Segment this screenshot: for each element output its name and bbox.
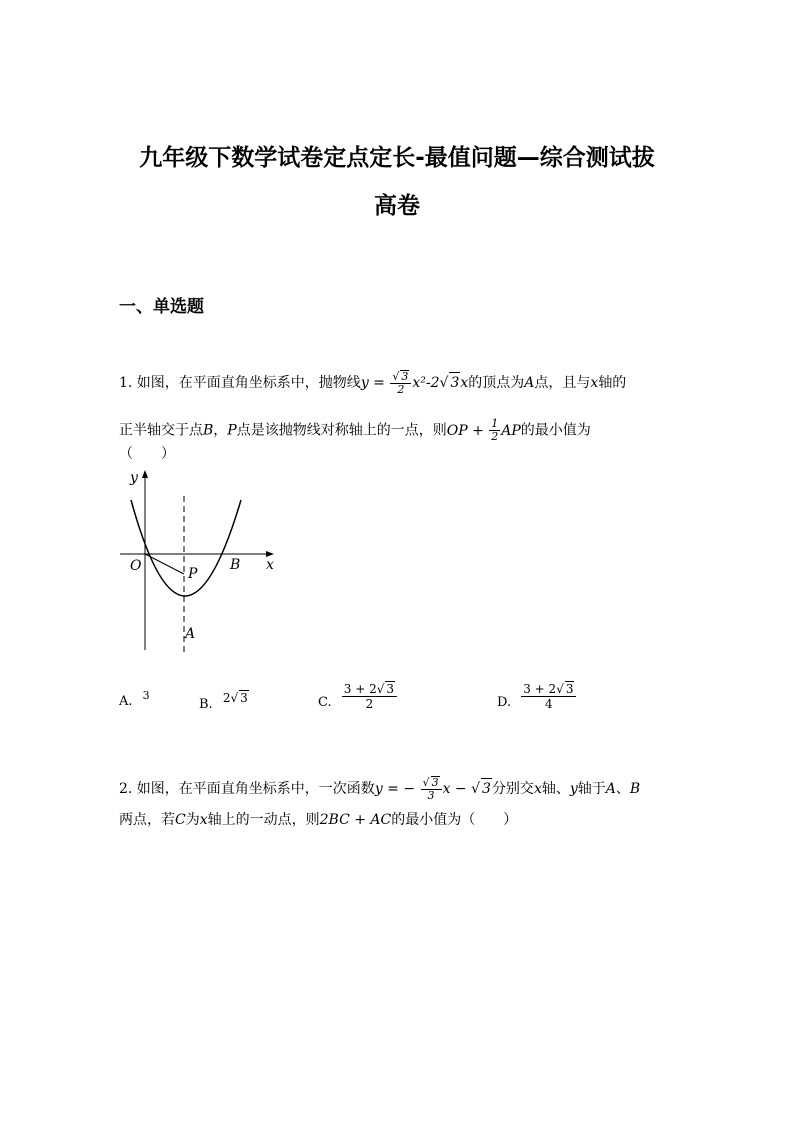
q2-formula: y = − $\frac{√ 3}{3}$ x − √ 3 <box>374 776 491 802</box>
q2-y-var: y <box>569 781 578 797</box>
q1-point-b: B <box>203 422 214 439</box>
label-o: O <box>130 558 142 574</box>
q2-line2-post: 的最小值为（ ） <box>391 812 518 828</box>
q2-line-1 <box>119 776 640 802</box>
q1-point-p: P <box>227 422 237 439</box>
q1-text-mid: 的顶点为 <box>468 375 525 391</box>
q1-answer-paren: （ ） <box>119 446 175 462</box>
option-b-label: B. <box>199 697 213 712</box>
q2-line-2 <box>119 810 517 830</box>
option-b-value: 2√ 3 <box>222 691 248 705</box>
q1-parabola-figure <box>118 462 280 656</box>
label-x: x <box>266 557 274 573</box>
option-c[interactable] <box>318 681 398 711</box>
q2-point-b: B <box>629 781 641 797</box>
q1-line-2 <box>119 418 591 443</box>
q1-point-a: A <box>524 375 535 391</box>
label-p: P <box>188 566 198 582</box>
option-c-value: $\frac{3 + 2√ 3}{2}$ <box>342 681 397 711</box>
q2-text-pre: 2. 如图，在平面直角坐标系中，一次函数 <box>119 781 375 797</box>
document-title <box>100 134 694 230</box>
q1-text-post: 轴的 <box>598 375 627 391</box>
q1-line2-mid: 点是该抛物线对称轴上的一点，则 <box>236 422 447 439</box>
q1-line-1 <box>119 370 626 396</box>
q1-text-mid2: 点，且与 <box>534 375 591 391</box>
q1-expression: OP + $\frac{1}{2}$ AP <box>446 417 521 443</box>
option-d-label: D. <box>497 694 512 710</box>
option-d[interactable] <box>497 681 577 711</box>
parabola-curve <box>131 500 241 596</box>
q2-axis2: 轴于 <box>577 781 606 797</box>
q1-comma: ， <box>213 422 228 439</box>
q1-line2-pre: 正半轴交于点 <box>119 422 203 439</box>
y-axis-arrow-icon <box>142 470 148 478</box>
q2-text-post: 分别交 <box>491 781 534 797</box>
title-line-2: 高卷 <box>374 193 420 219</box>
q1-line2-post: 的最小值为 <box>520 422 591 439</box>
q2-point-c: C <box>175 812 186 828</box>
label-y: y <box>130 470 138 486</box>
q2-axis1: 轴、 <box>541 781 570 797</box>
segment-op <box>145 554 184 574</box>
q2-x-var: x <box>533 781 542 797</box>
title-line-1: 九年级下数学试卷定点定长-最值问题—综合测试拔 <box>139 145 655 171</box>
q1-formula: y = $\frac{√ 3}{2}$ x²-2√ 3x <box>360 370 469 396</box>
q2-sep: 、 <box>615 781 630 797</box>
section-heading: 一、单选题 <box>119 297 204 317</box>
q2-point-a: A <box>605 781 616 797</box>
option-a-value: 3 <box>142 689 150 702</box>
q1-x-var: x <box>590 375 599 391</box>
option-a-label: A. <box>119 694 133 709</box>
q2-line2-mid: 为 <box>185 812 200 828</box>
q2-expression: 2BC + AC <box>319 812 392 828</box>
label-a: A <box>185 626 196 642</box>
q2-line2-pre: 两点，若 <box>119 812 175 828</box>
label-b: B <box>230 557 241 573</box>
option-c-label: C. <box>318 694 332 710</box>
q2-x-var-2: x <box>199 812 208 828</box>
q2-line2-mid2: 轴上的一动点，则 <box>207 812 320 828</box>
option-b[interactable] <box>199 690 249 712</box>
option-d-value: $\frac{3 + 2√ 3}{4}$ <box>521 681 576 711</box>
option-a[interactable] <box>119 689 150 709</box>
q1-text-pre: 1. 如图，在平面直角坐标系中，抛物线 <box>119 375 361 391</box>
